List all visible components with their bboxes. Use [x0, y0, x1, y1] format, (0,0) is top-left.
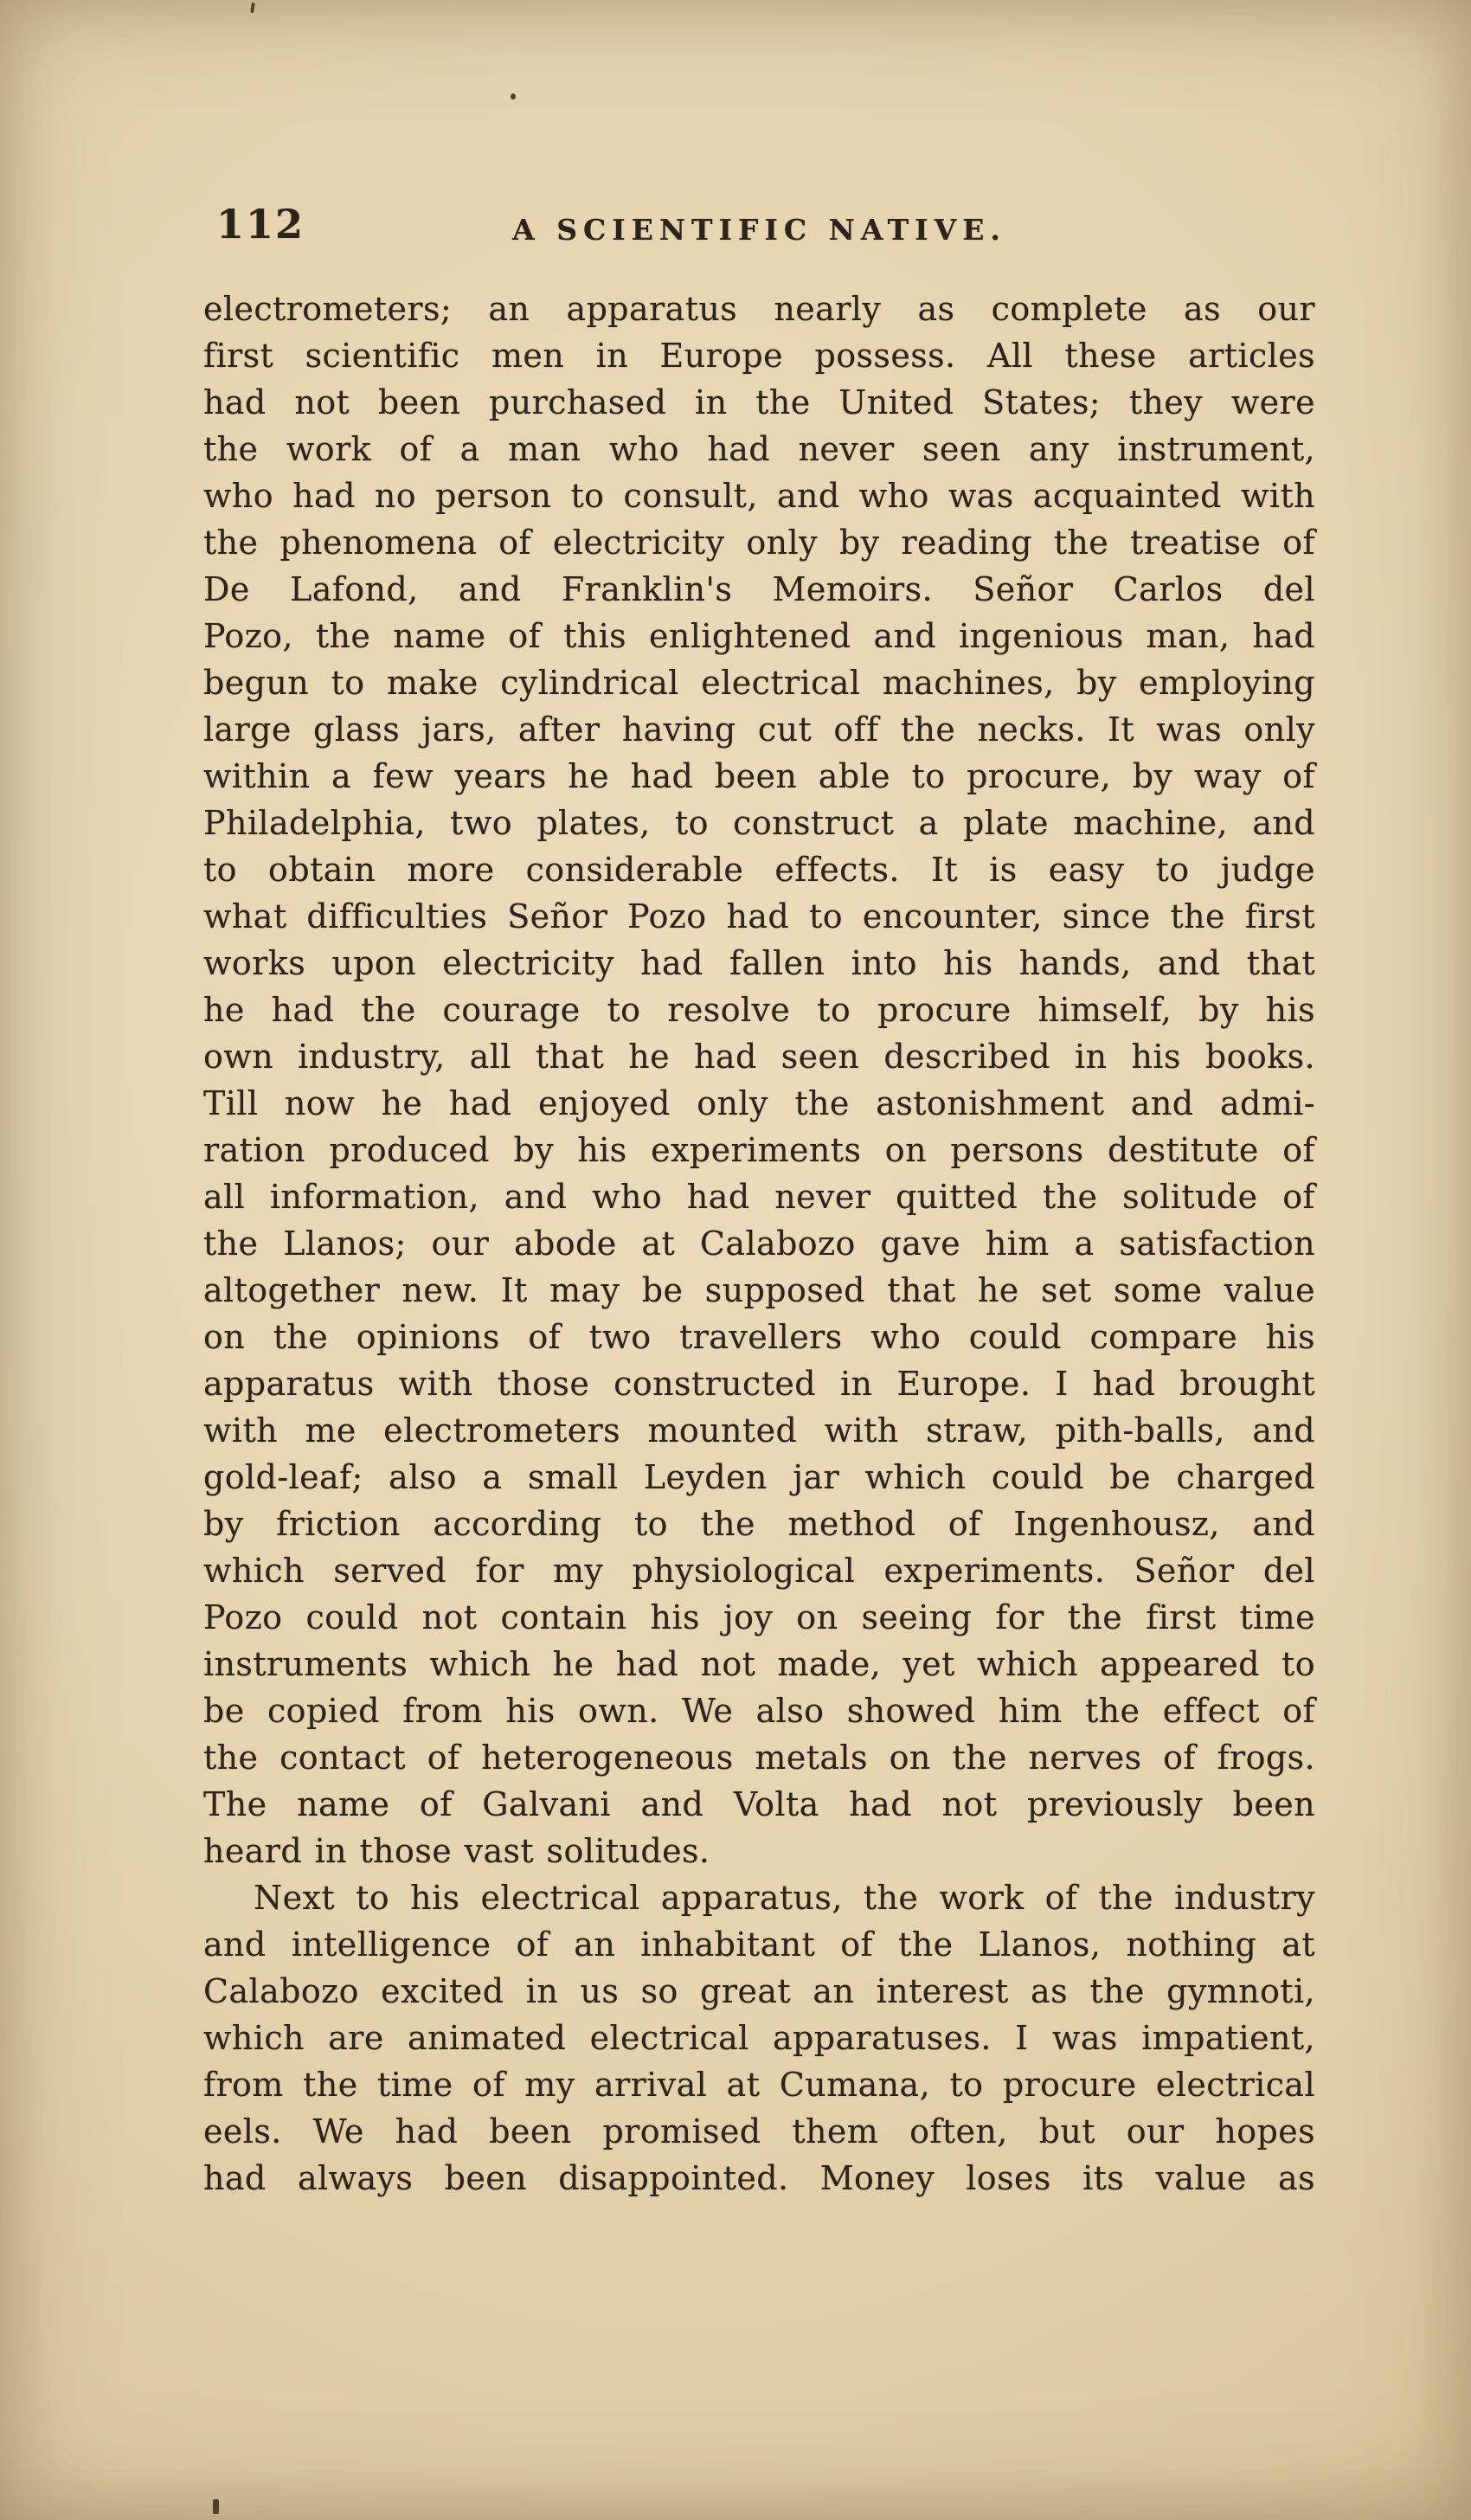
page-number: 112 [216, 201, 305, 248]
text-line: the contact of heterogeneous metals on the nerves of frogs. [203, 1739, 1315, 1777]
text-line: instruments which he had not made, yet which appeared to [203, 1645, 1315, 1683]
text-line: what difficulties Señor Pozo had to encounter, since the first [203, 897, 1315, 935]
scan-speck [213, 2499, 219, 2514]
text-line: with me electrometers mounted with straw, pith-balls, and [203, 1411, 1315, 1450]
text-line: the Llanos; our abode at Calabozo gave him a satisfaction [203, 1225, 1315, 1263]
text-line: begun to make cylindrical electrical machines, by employing [203, 664, 1315, 702]
text-line: by friction according to the method of Ingenhousz, and [203, 1505, 1315, 1543]
text-line: within a few years he had been able to procure, by way of [203, 757, 1315, 795]
text-line: who had no person to consult, and who was acquainted with [203, 477, 1315, 515]
scan-speck [511, 93, 516, 100]
text-line: ration produced by his experiments on persons destitute of [203, 1131, 1315, 1169]
scan-speck [250, 3, 255, 13]
text-line: heard in those vast solitudes. [203, 1832, 710, 1870]
text-line: works upon electricity had fallen into his hands, and that [203, 944, 1315, 982]
text-line: he had the courage to resolve to procure himself, by his [203, 991, 1315, 1029]
text-line: Calabozo excited in us so great an interest as the gymnoti, [203, 1972, 1315, 2010]
running-title: A SCIENTIFIC NATIVE. [512, 213, 1006, 247]
text-line: to obtain more considerable effects. It is easy to judge [203, 851, 1315, 889]
text-line: eels. We had been promised them often, but our hopes [203, 2112, 1315, 2150]
text-line: from the time of my arrival at Cumana, to procure electrical [203, 2066, 1315, 2104]
paragraph [203, 1874, 1315, 2202]
text-line: the work of a man who had never seen any instrument, [203, 430, 1315, 468]
text-line: which are animated electrical apparatuses. I was impatient, [203, 2019, 1315, 2057]
text-line: Next to his electrical apparatus, the work of the industry [254, 1879, 1315, 1917]
text-line: had not been purchased in the United States; they were [203, 383, 1315, 421]
body-text [203, 286, 1315, 2202]
text-line: Pozo, the name of this enlightened and ingenious man, had [203, 617, 1315, 655]
text-line: De Lafond, and Franklin's Memoirs. Señor Carlos del [203, 570, 1315, 608]
text-line: had always been disappointed. Money loses its value as [203, 2159, 1315, 2197]
text-line: which served for my physiological experiments. Señor del [203, 1552, 1315, 1590]
text-line: the phenomena of electricity only by reading the treatise of [203, 524, 1315, 562]
text-line: all information, and who had never quitted the solitude of [203, 1178, 1315, 1216]
text-line: apparatus with those constructed in Europe. I had brought [203, 1365, 1315, 1403]
text-line: Philadelphia, two plates, to construct a plate machine, and [203, 804, 1315, 842]
text-line: own industry, all that he had seen described in his books. [203, 1038, 1315, 1076]
text-line: and intelligence of an inhabitant of the Llanos, nothing at [203, 1925, 1315, 1964]
text-line: altogether new. It may be supposed that he set some value [203, 1271, 1315, 1309]
text-line: on the opinions of two travellers who could compare his [203, 1318, 1315, 1356]
text-line: large glass jars, after having cut off the necks. It was only [203, 710, 1315, 749]
text-line: electrometers; an apparatus nearly as complete as our [203, 290, 1315, 328]
text-line: gold-leaf; also a small Leyden jar which could be charged [203, 1458, 1315, 1496]
paragraph [203, 286, 1315, 1874]
text-line: Till now he had enjoyed only the astonishment and admi- [203, 1084, 1315, 1122]
text-line: The name of Galvani and Volta had not previously been [203, 1785, 1315, 1823]
text-line: Pozo could not contain his joy on seeing for the first time [203, 1598, 1315, 1636]
text-line: first scientific men in Europe possess. All these articles [203, 337, 1315, 375]
text-line: be copied from his own. We also showed him the effect of [203, 1692, 1315, 1730]
